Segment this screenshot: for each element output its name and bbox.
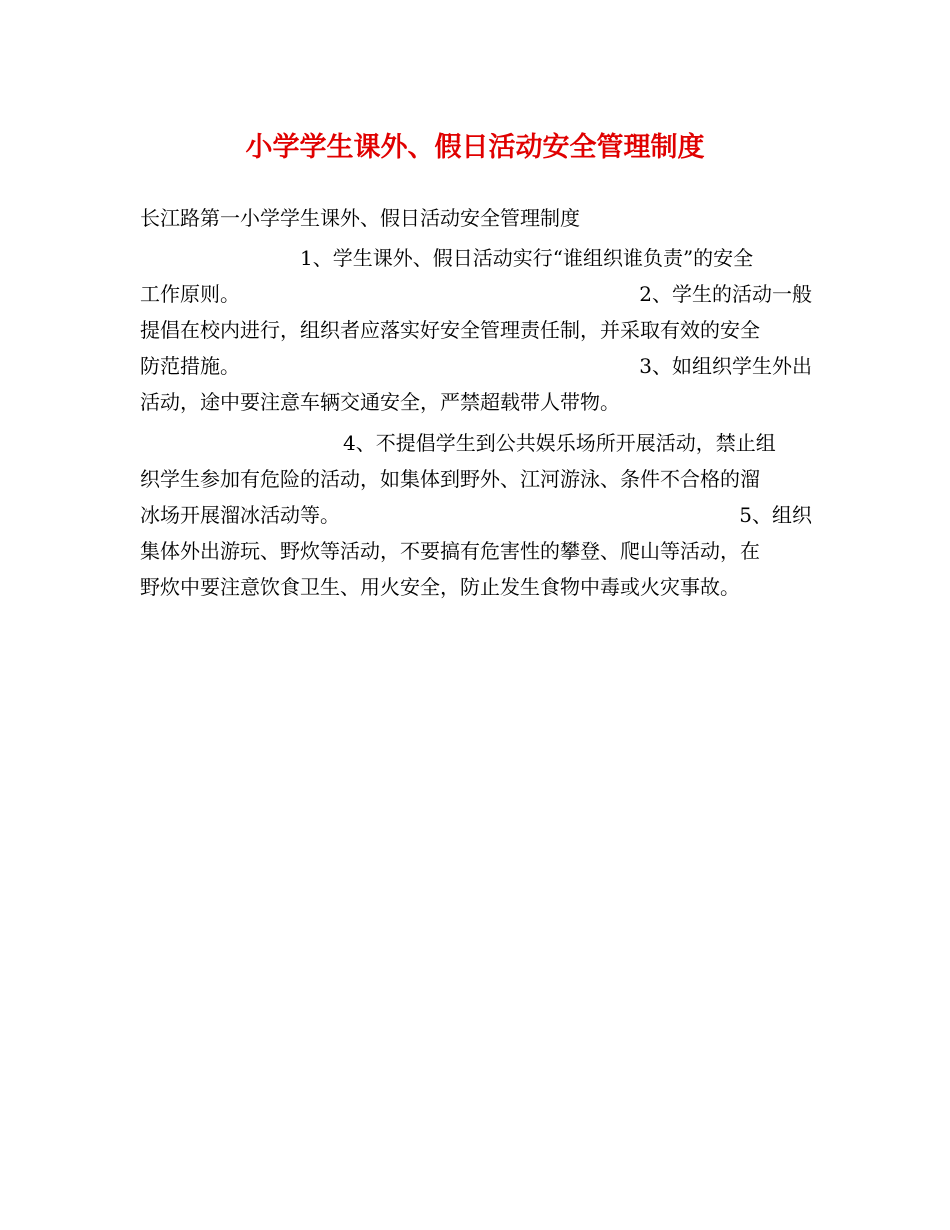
- body-line: 野炊中要注意饮食卫生、用火安全，防止发生食物中毒或火灾事故。: [140, 575, 740, 599]
- body-line: 织学生参加有危险的活动，如集体到野外、江河游泳、条件不合格的溜: [140, 467, 760, 491]
- body-line: [140, 347, 812, 385]
- body-line-segment: 防范措施。: [140, 354, 240, 378]
- body-line-segment: 工作原则。: [140, 282, 240, 306]
- body-line: [140, 496, 812, 534]
- body-line: 4、不提倡学生到公共娱乐场所开展活动，禁止组: [343, 431, 776, 455]
- body-line-segment: 3、如组织学生外出: [639, 354, 812, 378]
- body-line: 长江路第一小学学生课外、假日活动安全管理制度: [140, 206, 580, 230]
- body-line-segment: 5、组织: [739, 503, 812, 527]
- document-title: 小学学生课外、假日活动安全管理制度: [245, 132, 705, 163]
- body-line: 1、学生课外、假日活动实行“谁组织谁负责”的安全: [300, 246, 754, 270]
- body-line: 集体外出游玩、野炊等活动，不要搞有危害性的攀登、爬山等活动，在: [140, 539, 760, 563]
- body-line-segment: 冰场开展溜冰活动等。: [140, 503, 340, 527]
- body-line: 活动，途中要注意车辆交通安全，严禁超载带人带物。: [140, 390, 620, 414]
- body-line: 提倡在校内进行，组织者应落实好安全管理责任制，并采取有效的安全: [140, 318, 760, 342]
- body-line-segment: 2、学生的活动一般: [639, 282, 812, 306]
- body-line: [140, 275, 812, 313]
